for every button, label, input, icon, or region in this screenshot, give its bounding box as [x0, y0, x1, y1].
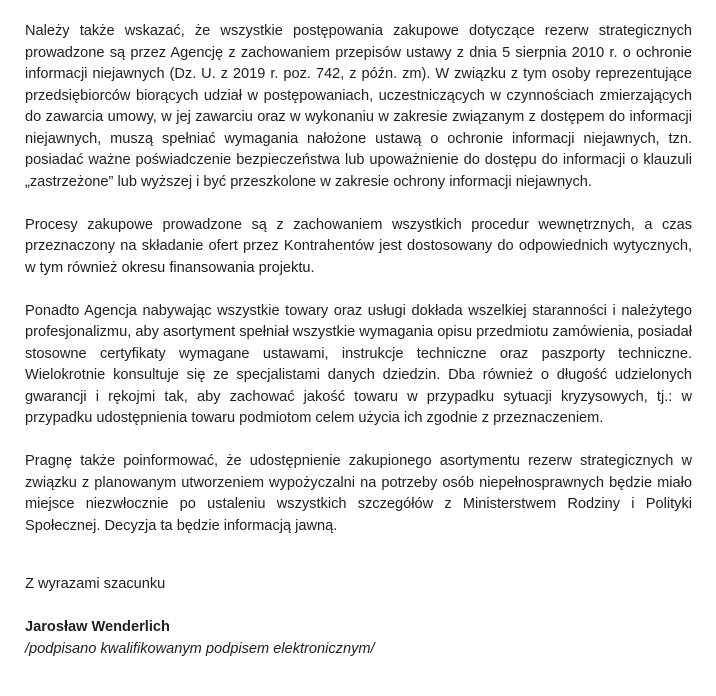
signature-name: Jarosław Wenderlich [25, 619, 170, 635]
paragraph-procurement-processes: Procesy zakupowe prowadzone są z zachowaniem wszystkich procedur wewnętrznych, a czas przeznaczony na składanie ofert przez Kontrahentów jest dostosowany do odpowiednich wytycznych, w tym również okresu finansowania projektu. [25, 216, 692, 276]
paragraph-legal-basis: Należy także wskazać, że wszystkie postępowania zakupowe dotyczące rezerw strategicznych prowadzone są przez Agencję z zachowaniem przepisów ustawy z dnia 5 sierpnia 2010 r. o ochronie informacji niejawnych (Dz. U. z 2019 r. poz. 742, z późn. zm). W związku z tym osoby reprezentujące przedsiębiorców biorących udział w postępowaniach, uczestniczących w czynnościach zmierzających do zawarcia umowy, w jej zawarciu oraz w wykonaniu w zakresie związanym z dostępem do informacji niejawnych, muszą spełniać wymagania nałożone ustawą o ochronie informacji niejawnych, tzn. posiadać ważne poświadczenie bezpieczeństwa lub upoważnienie do dostępu do informacji o klauzuli „zastrzeżone” lub wyższej i być przeszkolone w zakresie ochrony informacji niejawnych. [25, 23, 692, 190]
closing-salutation: Z wyrazami szacunku [25, 576, 166, 592]
paragraph-rental-plans: Pragnę także poinformować, że udostępnienie zakupionego asortymentu rezerw strategicznych w związku z planowanym utworzeniem wypożyczalni na potrzeby osób niepełnosprawnych będzie miało miejsce niezwłocznie po ustaleniu wszystkich szczegółów z Ministerstwem Rodziny i Polityki Społecznej. Decyzja ta będzie informacją jawną. [25, 453, 692, 534]
signature-electronic-note: /podpisano kwalifikowanym podpisem elektronicznym/ [25, 640, 375, 657]
paragraph-quality-assurance: Ponadto Agencja nabywając wszystkie towary oraz usługi dokłada wszelkiej staranności i należytego profesjonalizmu, aby asortyment spełniał wszystkie wymagania opisu przedmiotu zamówienia, posiadał stosowne certyfikaty wymagane ustawami, instrukcje techniczne oraz paszporty techniczne. Wielokrotnie konsultuje się ze specjalistami danych dziedzin. Dba również o długość udzielonych gwarancji i rękojmi tak, aby zachować jakość towaru w przypadku sytuacji kryzysowych, tj.: w przypadku udostępnienia towaru podmiotom celem użycia ich zgodnie z przeznaczeniem. [25, 302, 692, 426]
